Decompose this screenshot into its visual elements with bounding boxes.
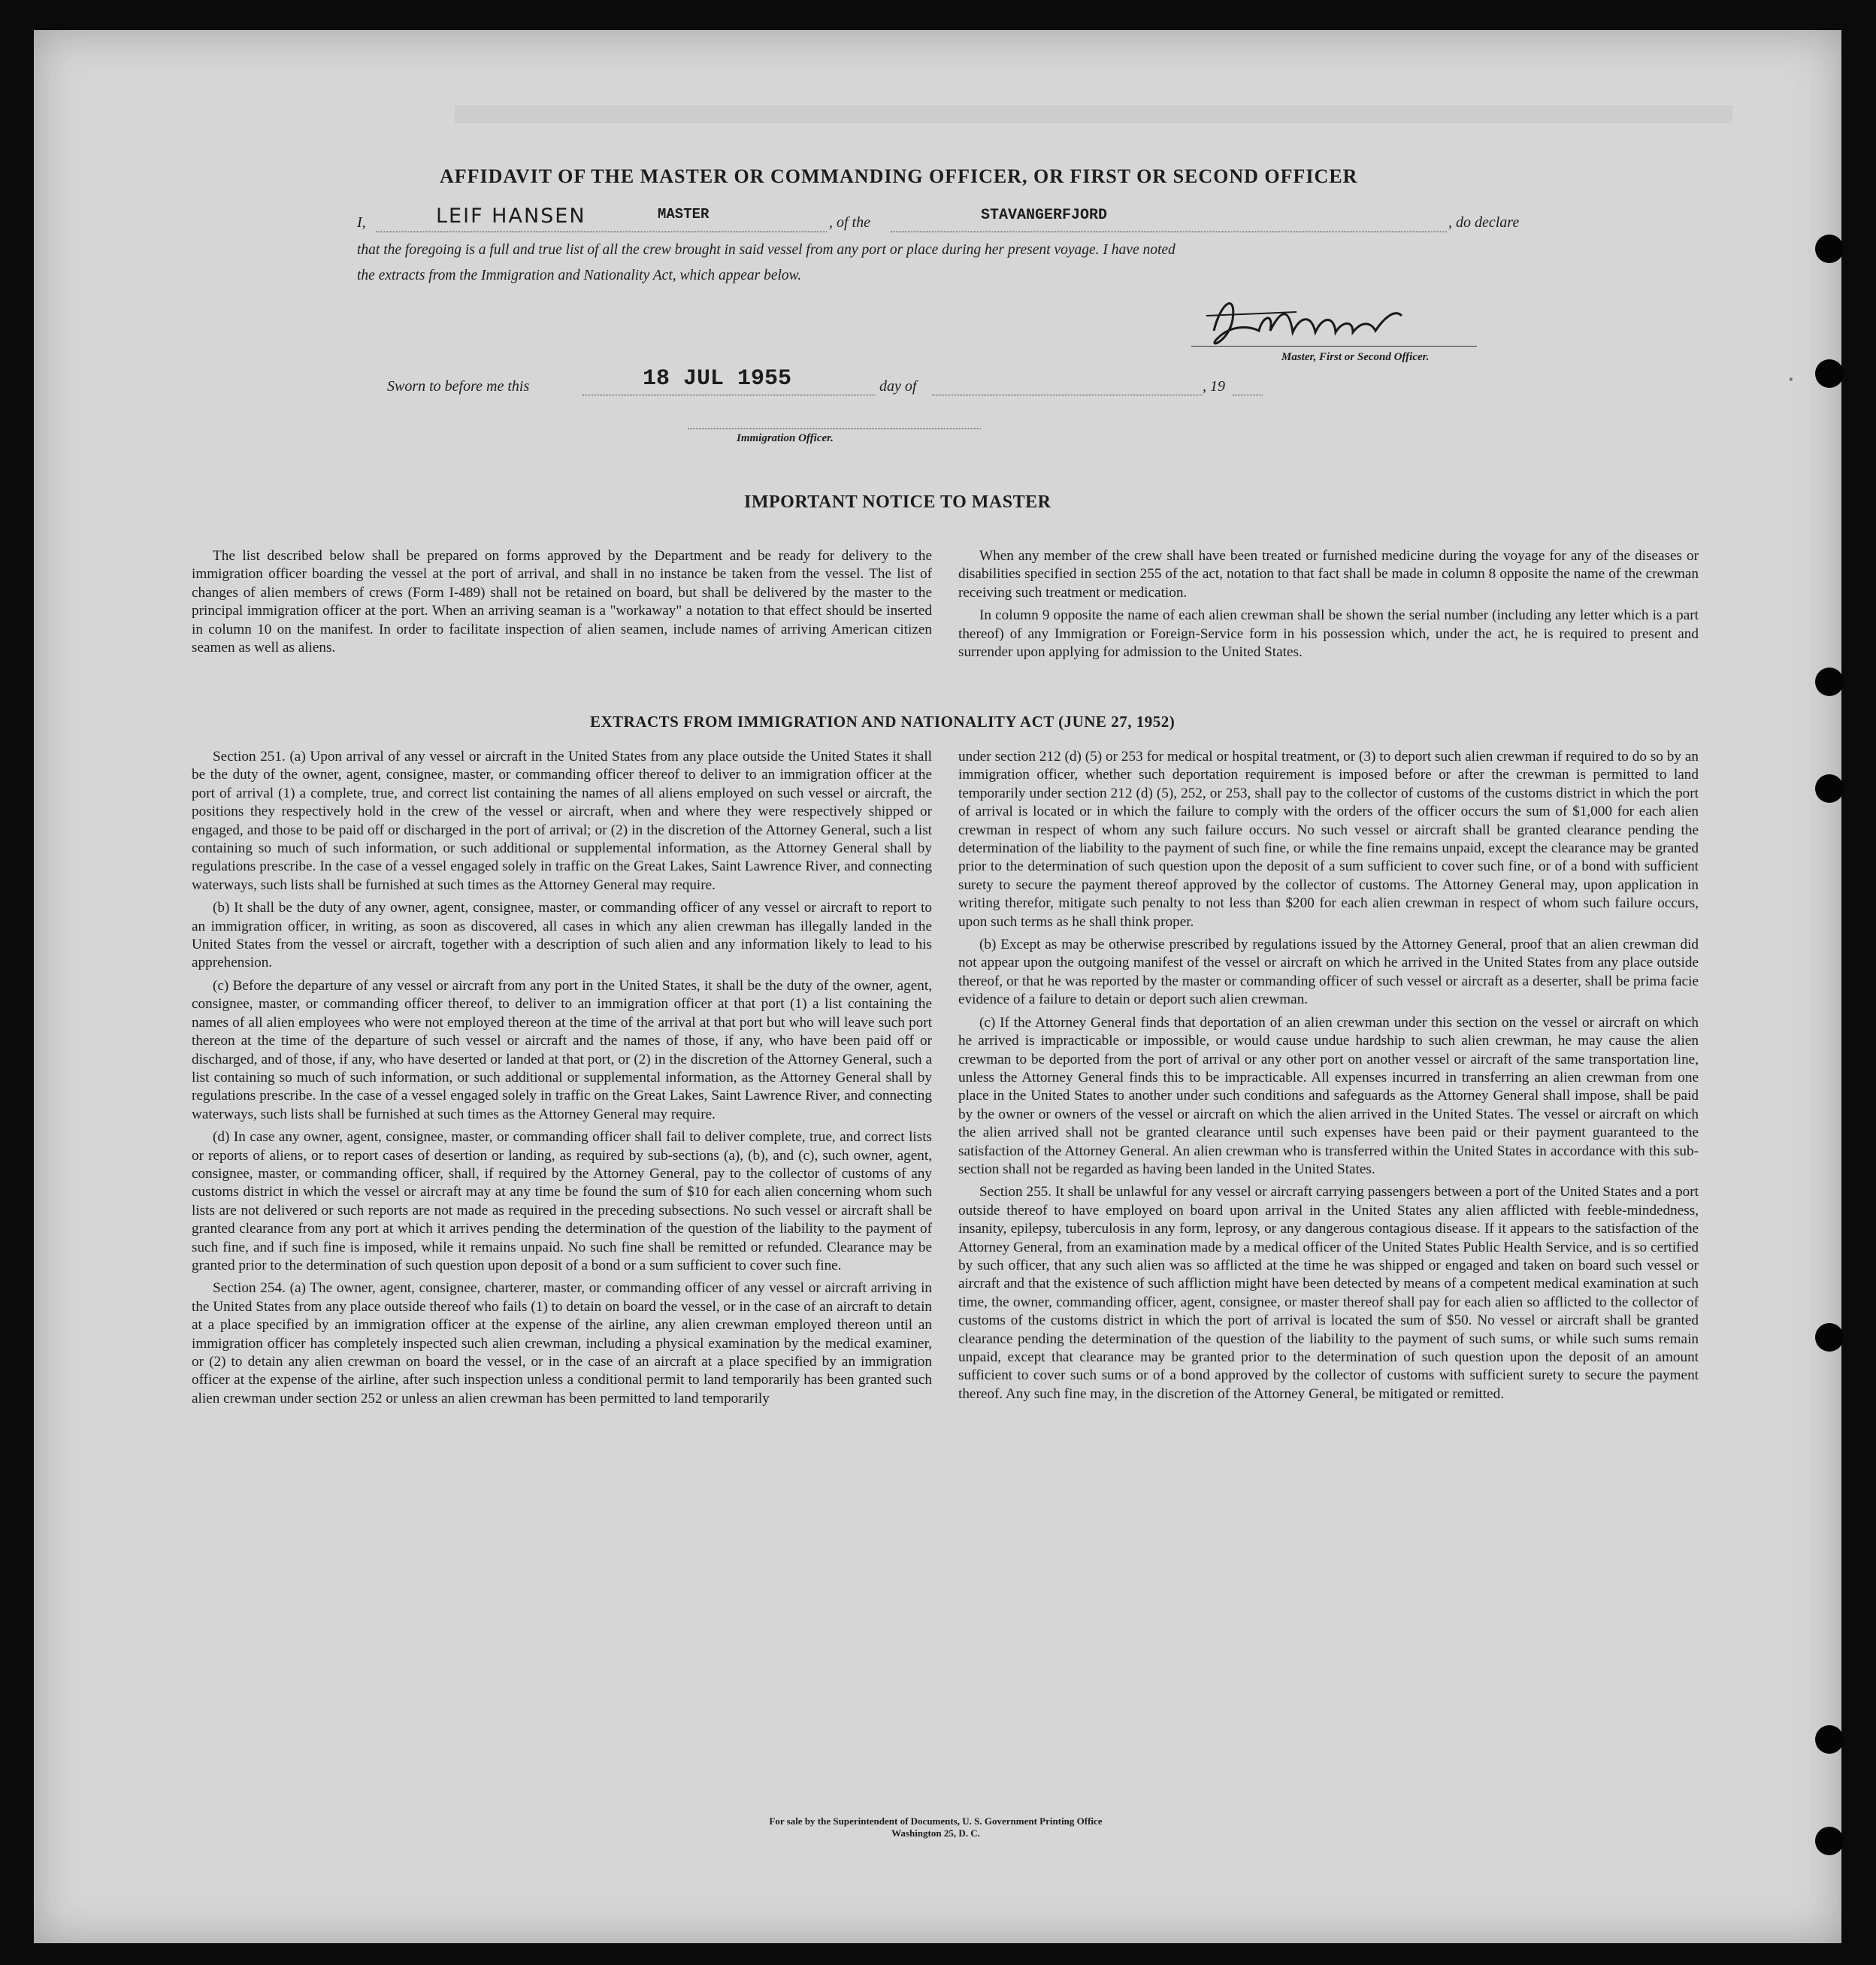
year-field xyxy=(1233,372,1263,395)
notice-left-column xyxy=(192,547,932,662)
punch-hole xyxy=(1815,359,1844,388)
declarant-rank: MASTER xyxy=(658,206,710,223)
gpo-footer xyxy=(560,1815,1312,1839)
section-251-a: Section 251. (a) Upon arrival of any vessel or aircraft in the United States from any place outside the United States it shall be the duty of the owner, agent, consignee, master, or commanding officer thereof to deliver to an immigration officer at the port of arrival (1) a complete, true, and correct list containing the names of all aliens employed on such vessel or aircraft, the positions they respectively hold in the crew of the vessel or aircraft, when and where they were respectively shipped or engaged, and those to be paid off or discharged in the port of arrival; or (2) in the discretion of the Attorney General, such a list containing so much of such information, or such additional or supplemental information, as the Attorney General shall by regulations prescribe. In the case of a vessel engaged solely in traffic on the Great Lakes, Saint Lawrence River, and connecting waterways, such lists shall be furnished at such times as the Attorney General may require. xyxy=(192,749,932,893)
declarant-name-field xyxy=(376,204,827,232)
punch-hole xyxy=(1815,668,1844,696)
year-label: , 19 xyxy=(1203,378,1225,395)
affidavit-page: · AFFIDAVIT OF THE MASTER OR COMMANDING OFFICER, OR FIRST OR SECOND OFFICER I, LEIF HANSEN MASTER , of the STAVANGERFJORD , do declare that the foregoing is a full and true list of all the crew brought in said vessel from any port or place during her present voyage. I have noted the extracts from the Immigration and Nationality Act, which appear below. Master, First or Second Officer. Sworn to before me this 18 JUL 1955 day of , 19 Immigration Officer. IMPORTANT NOTICE TO MASTER The list described below shall be prepared on forms approved by the Department and be ready for delivery to the immigration officer boarding the vessel at the port of arrival, and shall in no instance be taken from the vessel. The list of changes of alien members of crews (Form I-489) shall not be retained on board, but shall be delivered by the master to the principal immigration officer at the port. When an arriving seaman is a "workaway" a notation to that effect should be inserted in column 10 on the manifest. In order to facilitate inspection of alien seamen, include names of arriving American citizen seamen as well as aliens. When any member of the crew shall have been treated or furnished medicine during the voyage for any of the diseases or disabilities specified in section 255 of the act, notation to that fact shall be made in column 8 opposite the name of the crewman receiving such treatment or medication. In column 9 opposite the name of each alien crewman shall be shown the serial number (including any letter which is a part thereof) of any Immigration or Foreign-Service form in his possession which, under the act, he is required to present and surrender upon applying for admission to the United States. EXTRACTS FROM IMMIGRATION AND NATIONALITY ACT (JUNE 27, 1952) Section 251. (a) Upon arrival of any vessel or aircraft in the United States from any place outside the United States it shall be the duty of the owner, agent, consignee, master, or commanding officer thereof to deliver to an immigration officer at the port of arrival (1) a complete, true, and correct list containing the names of all aliens employed on such vessel or aircraft, the positions they respectively hold in the crew of the vessel or aircraft, when and where they were respectively shipped or engaged, and those to be paid off or discharged in the port of arrival; or (2) in the discretion of the Attorney General, such a list containing so much of such information, or such additional or supplemental information, as the Attorney General shall by regulations prescribe. In the case of a vessel engaged solely in traffic on the Great Lakes, Saint Lawrence River, and connecting waterways, such lists shall be furnished at such times as the Attorney General may require. (b) It shall be the duty of any owner, agent, consignee, master, or commanding officer of any vessel or aircraft to report to an immigration officer, in writing, as soon as discovered, all cases in which any alien crewman has illegally landed in the United States from the vessel or aircraft, together with a description of such alien and any information likely to lead to his apprehension. (c) Before the departure of any vessel or aircraft from any port in the United States, it shall be the duty of the owner, agent, consignee, master, or commanding officer thereof, to deliver to an immigration officer at that port (1) a list containing the names of all alien employees who were not employed thereon at the time of the arrival at that port but who will leave such port thereon at the time of the departure of such vessel or aircraft and the names of those, if any, who have been paid off or discharged, and of those, if any, who have deserted or landed at that port, or (2) in the discretion of the Attorney General, such a list containing so much of such information, or such additional or supplemental information, as the Attorney General shall by regulations prescribe. In the case of a vessel engaged solely in traffic on the Great Lakes, Saint Lawrence River, and connecting waterways, such lists shall be furnished at such times as the Attorney General may require. (d) In case any owner, agent, consignee, master, or commanding officer shall fail to deliver complete, true, and correct lists or reports of aliens, or to report cases of desertion or landing, as required by sub-sections (a), (b), and (c), such owner, agent, consignee, master, or commanding officer, shall, if required by the Attorney General, pay to the collector of customs of any customs district in which the vessel or aircraft may at any time be found the sum of $10 for each alien concerning whom such lists are not delivered or such reports are not made as required in the preceding subsections. No such vessel or aircraft shall be granted clearance from any port at which it arrives pending the determination of the question of the liability to the payment of such fine, and if such fine is imposed, while it remains unpaid. No such fine shall be remitted or refunded. Clearance may be granted prior to the determination of such question upon deposit of a bond or a sum sufficient to cover such fine. Section 254. (a) The owner, agent, consignee, charterer, master, or commanding officer of any vessel or aircraft arriving in the United States from any place outside thereof who fails (1) to detain on board the vessel, or in the case of an aircraft to detain at a place specified by an immigration officer at the expense of the airline, any alien crewman employed thereon until an immigration officer has completely inspected such alien crewman, including a physical examination by the medical examiner, or (2) to detain any alien crewman on board the vessel, or in the case of an aircraft at a place specified by an immigration officer at the expense of the airline, after such inspection unless a conditional permit to land temporarily has been granted such alien crewman under section 252 or unless an alien crewman has been permitted to land temporarily under section 212 (d) (5) or 253 for medical or hospital treatment, or (3) to deport such alien crewman if required to do so by an immigration officer, whether such deportation requirement is imposed before or after the crewman is permitted to land temporarily under section 212 (d) (5), 252, or 253, shall pay to the collector of customs of the customs district in which the port of arrival is located or in which the failure to comply with the orders of the officer occurs the sum of $1,000 for each alien crewman in respect of whom any such failure occurs. No such vessel or aircraft shall be granted clearance pending the determination of the liability to the payment of such fine, or while the fine remains unpaid, except the clearance may be granted prior to the determination of such question upon the deposit of a sum sufficient to cover such fine, or of a bond with sufficient surety to secure the payment thereof approved by the collector of customs. The Attorney General may, upon application in writing therefor, mitigate such penalty to not less than $200 for each alien crewman in respect of whom such failure occurs, upon such terms as he shall think proper. (b) Except as may be otherwise prescribed by regulations issued by the Attorney General, proof that an alien crewman did not appear upon the outgoing manifest of the vessel or aircraft on which he arrived in the United States from any place outside thereof, or that he was reported by the master or commanding officer of such vessel or aircraft as a deserter, shall be prima facie evidence of a failure to detain or deport such alien crewman. (c) If the Attorney General finds that deportation of an alien crewman under this section on the vessel or aircraft on which he arrived is impracticable or impossible, or would cause undue hardship to such alien crewman, he may cause the alien crewman to be deported from the port of arrival or any other port on another vessel or aircraft of the same transportation line, unless the Attorney General finds this to be impracticable. All expenses incurred in transferring an alien crewman from one place in the United States to another under such conditions and safeguards as the Attorney General shall impose, shall be paid by the owner or owners of the vessel or aircraft on which the alien arrived in the United States. The vessel or aircraft on which the alien arrived shall not be granted clearance until such expenses have been paid or their payment guaranteed to the satisfaction of the Attorney General. An alien crewman who is transferred within the United States in accordance with this sub-section shall not be regarded as having been landed in the United States. Section 255. It shall be unlawful for any vessel or aircraft carrying passengers between a port of the United States and a port outside thereof to have employed on board upon arrival in the United States any alien afflicted with feeble-mindedness, insanity, epilepsy, tuberculosis in any form, leprosy, or any dangerous contagious disease. If it appears to the satisfaction of the Attorney General, from an examination made by a medical officer of the United States Public Health Service, and is so certified by such officer, that any such alien was so afflicted at the time he was shipped or engaged and taken on board such vessel or aircraft and that the existence of such affliction might have been detected by means of a competent medical examination at such time, the owner, commanding officer, agent, consignee, or master thereof shall pay for each alien so afflicted to the collector of customs of the customs district in which the port of arrival is located the sum of $50. No vessel or aircraft shall be granted clearance pending the determination of the question of the liability to the payment of such sums, or while such sums remain unpaid, except that clearance may be granted prior to the determination of such question upon the deposit of an amount sufficient to cover such sums or of a bond approved by the collector of customs with sufficient surety to secure the payment thereof. Any such fine may, in the discretion of the Attorney General, be mitigated or remitted. For sale by the Superintendent of Documents, U. S. Government Printing Office Washington 25, D. C. xyxy=(34,30,1841,1943)
signature-caption: Master, First or Second Officer. xyxy=(1281,351,1430,363)
section-254-a: Section 254. (a) The owner, agent, consignee, charterer, master, or commanding officer of any vessel or aircraft arriving in the United States from any place outside thereof who fails (1) to detain on board the vessel, or in the case of an aircraft to detain at a place specified by an immigration officer at the expense of the airline, any alien crewman employed thereon until an immigration officer has completely inspected such alien crewman, including a physical examination by the medical examiner, or (2) to detain any alien crewman on board the vessel, or in the case of an aircraft at a place specified by an immigration officer at the expense of the airline, after such inspection unless a conditional permit to land temporarily has been granted such alien crewman under section 252 or unless an alien crewman has been permitted to land temporarily xyxy=(192,1280,932,1406)
of-the-label: , of the xyxy=(829,214,870,231)
vessel-field xyxy=(891,209,1447,232)
gpo-footer-line-1: For sale by the Superintendent of Documents, U. S. Government Printing Office xyxy=(769,1815,1103,1827)
sworn-label: Sworn to before me this xyxy=(387,378,530,395)
affidavit-title: AFFIDAVIT OF THE MASTER OR COMMANDING OFFICER, OR FIRST OR SECOND OFFICER xyxy=(440,165,1358,187)
section-251-c: (c) Before the departure of any vessel or aircraft from any port in the United States, it shall be the duty of the owner, agent, consignee, master, or commanding officer thereof, to deliver to an immigration officer at that port (1) a list containing the names of all alien employees who were not employed thereon at the time of the arrival at that port but who will leave such port thereon at the time of the departure of such vessel or aircraft and the names of those, if any, who have been paid off or discharged, and of those, if any, who have deserted or landed at that port, or (2) in the discretion of the Attorney General, such a list containing so much of such information, or such additional or supplemental information, as the Attorney General shall by regulations prescribe. In the case of a vessel engaged solely in traffic on the Great Lakes, Saint Lawrence River, and connecting waterways, such lists shall be furnished at such times as the Attorney General may require. xyxy=(192,977,932,1122)
section-251-b: (b) It shall be the duty of any owner, agent, consignee, master, or commanding officer of any vessel or aircraft to report to an immigration officer, in writing, as soon as discovered, all cases in which any alien crewman has illegally landed in the United States from the vessel or aircraft, together with a description of such alien and any information likely to lead to his apprehension. xyxy=(192,900,932,971)
statement-line-2: the extracts from the Immigration and Nationality Act, which appear below. xyxy=(357,268,802,283)
sworn-day-field xyxy=(582,366,876,395)
do-declare-label: , do declare xyxy=(1448,214,1520,231)
extracts-left-column xyxy=(192,748,932,1412)
gpo-footer-line-2: Washington 25, D. C. xyxy=(891,1827,980,1839)
i-label: I, xyxy=(357,214,366,231)
signature-line xyxy=(1191,344,1477,347)
declarant-name: LEIF HANSEN xyxy=(436,204,586,228)
punch-hole xyxy=(1815,1725,1844,1754)
punch-hole xyxy=(1815,235,1844,263)
punch-hole xyxy=(1815,1323,1844,1352)
punch-hole xyxy=(1815,774,1844,803)
extracts-right-column xyxy=(958,748,1699,1408)
sworn-date-stamp: 18 JUL 1955 xyxy=(643,366,792,392)
statement-line-1: that the foregoing is a full and true list of all the crew brought in said vessel from any port or place during her present voyage. I have noted xyxy=(357,242,1176,258)
notice-right-paragraph-1: When any member of the crew shall have been treated or furnished medicine during the voyage for any of the diseases or disabilities specified in section 255 of the act, notation to that fact shall be made in column 8 opposite the name of the crewman receiving such treatment or medication. xyxy=(958,548,1699,601)
immigration-officer-line xyxy=(688,406,981,429)
notice-right-column xyxy=(958,547,1699,666)
section-254-c: (c) If the Attorney General finds that deportation of an alien crewman under this section on the vessel or aircraft on which he arrived is impracticable or impossible, or would cause undue hardship to such alien crewman, he may cause the alien crewman to be deported from the port of arrival or any other port on another vessel or aircraft of the same transportation line, unless the Attorney General finds this to be impracticable. All expenses incurred in transferring an alien crewman from one place in the United States to another under such conditions and safeguards as the Attorney General shall impose, shall be paid by the owner or owners of the vessel or aircraft on which the alien arrived in the United States. The vessel or aircraft on which the alien arrived shall not be granted clearance until such expenses have been paid or their payment guaranteed to the satisfaction of the Attorney General. An alien crewman who is transferred within the United States in accordance with this sub-section shall not be regarded as having been landed in the United States. xyxy=(958,1014,1699,1177)
notice-heading: IMPORTANT NOTICE TO MASTER xyxy=(744,492,1051,512)
immigration-officer-caption: Immigration Officer. xyxy=(737,432,834,444)
section-251-d: (d) In case any owner, agent, consignee, master, or commanding officer shall fail to deliver complete, true, and correct lists or reports of aliens, or to report cases of desertion or landing, as required by sub-sections (a), (b), and (c), such owner, agent, consignee, master, or commanding officer, shall, if required by the Attorney General, pay to the collector of customs of any customs district in which the vessel or aircraft may at any time be found the sum of $10 for each alien concerning whom such lists are not delivered or such reports are not made as required in the preceding subsections. No such vessel or aircraft shall be granted clearance from any port at which it arrives pending the determination of the question of the liability to the payment of such fine, and if such fine is imposed, while it remains unpaid. No such fine shall be remitted or refunded. Clearance may be granted prior to the determination of such question upon deposit of a bond or a sum sufficient to cover such fine. xyxy=(192,1129,932,1273)
master-signature xyxy=(1191,286,1439,361)
section-254-b: (b) Except as may be otherwise prescribed by regulations issued by the Attorney General, proof that an alien crewman did not appear upon the outgoing manifest of the vessel or aircraft on which he arrived in the United States from any place outside thereof, or that he was reported by the master or commanding officer of such vessel or aircraft as a deserter, shall be prima facie evidence of a failure to detain or deport such alien crewman. xyxy=(958,937,1699,1008)
day-of-label: day of xyxy=(879,378,917,395)
notice-left-paragraph: The list described below shall be prepared on forms approved by the Department and be ready for delivery to the immigration officer boarding the vessel at the port of arrival, and shall in no instance be taken from the vessel. The list of changes of alien members of crews (Form I-489) shall not be retained on board, but shall be delivered by the master to the principal immigration officer at the port. When an arriving seaman is a "workaway" a notation to that effect should be inserted in column 10 on the manifest. In order to facilitate inspection of alien seamen, include names of arriving American citizen seamen as well as aliens. xyxy=(192,548,932,656)
punch-hole xyxy=(1815,1827,1844,1855)
notice-right-paragraph-2: In column 9 opposite the name of each alien crewman shall be shown the serial number (including any letter which is a part thereof) of any Immigration or Foreign-Service form in his possession which, under the act, he is required to present and surrender upon applying for admission to the United States. xyxy=(958,607,1699,661)
section-254-a-continued: under section 212 (d) (5) or 253 for medical or hospital treatment, or (3) to deport such alien crewman if required to do so by an immigration officer, whether such deportation requirement is imposed before or after the crewman is permitted to land temporarily under section 212 (d) (5), 252, or 253, shall pay to the collector of customs of the customs district in which the port of arrival is located or in which the failure to comply with the orders of the officer occurs the sum of $1,000 for each alien crewman in respect of whom any such failure occurs. No such vessel or aircraft shall be granted clearance pending the determination of the liability to the payment of such fine, or while the fine remains unpaid, except the clearance may be granted prior to the determination of such question upon the deposit of a sum sufficient to cover such fine, or of a bond with sufficient surety to secure the payment thereof approved by the collector of customs. The Attorney General may, upon application in writing therefor, mitigate such penalty to not less than $200 for each alien crewman in respect of whom such failure occurs, upon such terms as he shall think proper. xyxy=(958,749,1699,930)
vessel-name: STAVANGERFJORD xyxy=(981,207,1108,224)
section-255: Section 255. It shall be unlawful for any vessel or aircraft carrying passengers between a port of the United States and a port outside thereof to have employed on board upon arrival in the United States any alien afflicted with feeble-mindedness, insanity, epilepsy, tuberculosis in any form, leprosy, or any dangerous contagious disease. If it appears to the satisfaction of the Attorney General, from an examination made by a medical officer of the United States Public Health Service, and is so certified by such officer, that any such alien was so afflicted at the time he was shipped or engaged and taken on board such vessel or aircraft and that the existence of such affliction might have been detected by means of a competent medical examination at such time, the owner, commanding officer, agent, consignee, or master thereof shall pay for each alien so afflicted to the collector of customs of the customs district in which the port of arrival is located the sum of $50. No vessel or aircraft shall be granted clearance pending the determination of the question of the liability to the payment of such sums, or while such sums remain unpaid, except that clearance may be granted prior to the determination of such question upon the deposit of an amount sufficient to cover such sums or of a bond approved by the collector of customs with sufficient surety to secure the payment thereof. Any such fine may, in the discretion of the Attorney General, be mitigated or remitted. xyxy=(958,1184,1699,1402)
extracts-heading: EXTRACTS FROM IMMIGRATION AND NATIONALITY ACT (JUNE 27, 1952) xyxy=(590,713,1176,731)
month-field xyxy=(932,372,1203,395)
